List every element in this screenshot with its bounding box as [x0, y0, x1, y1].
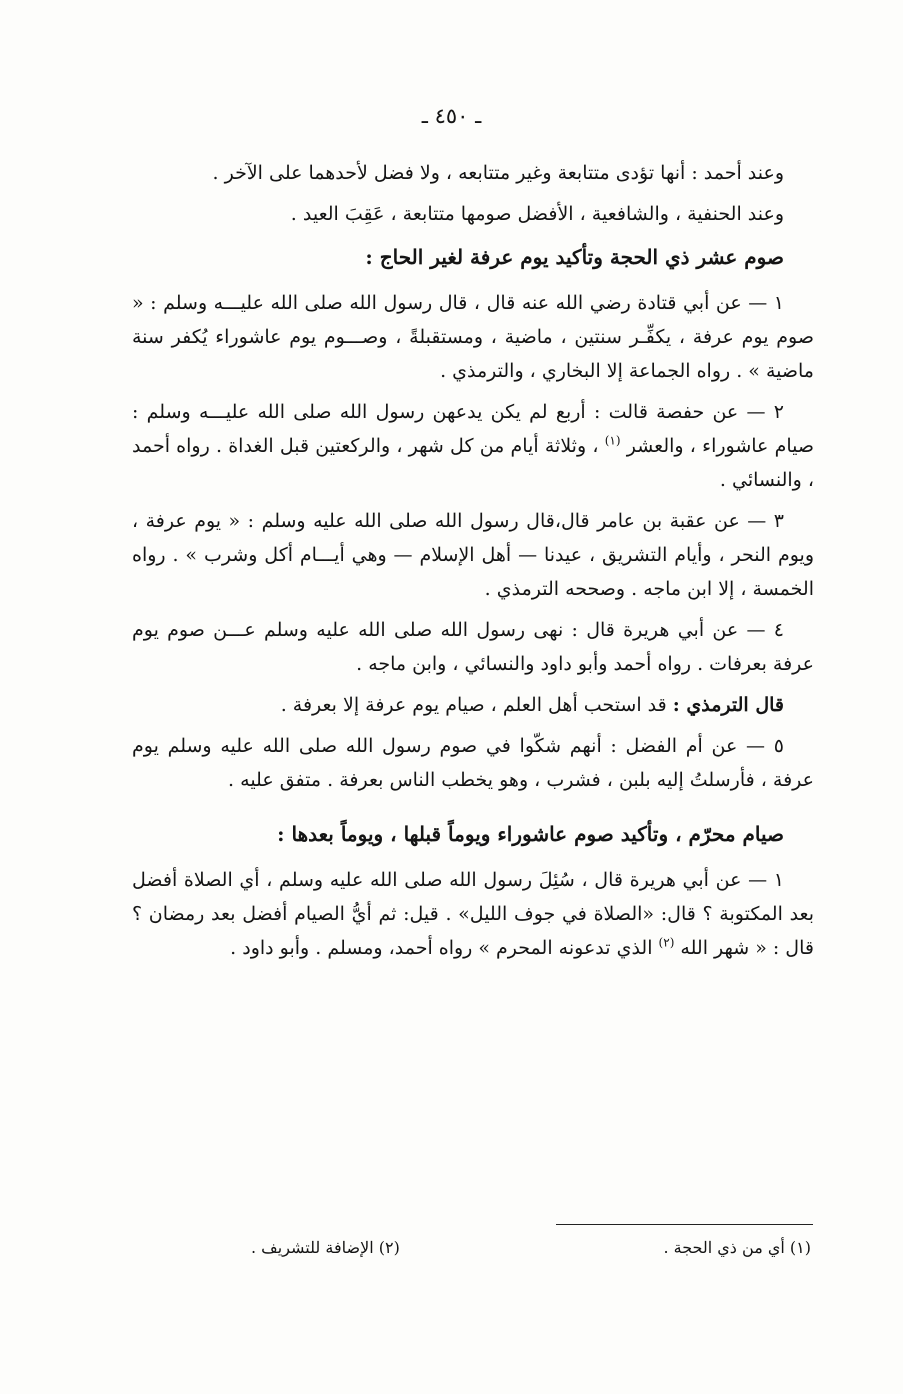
- page-body: [132, 156, 814, 972]
- hadith-4-abu-hurayra: ٤ — عن أبي هريرة قال : نهى رسول الله صلى الله عليه وسلم عـــن صوم يوم عرفة بعرفات . رواه أحمد وأبو داود والنسائي ، وابن ماجه .: [132, 619, 814, 675]
- section-heading-muharram: صيام محرّم ، وتأكيد صوم عاشوراء ويوماً قبلها ، ويوماً بعدها :: [277, 822, 784, 846]
- paragraph-ahmad-view: وعند أحمد : أنها تؤدى متتابعة وغير متتابعه ، ولا فضل لأحدهما على الآخر .: [212, 162, 784, 184]
- paragraph-hanafi-shafii-view: وعند الحنفية ، والشافعية ، الأفضل صومها متتابعة ، عَقِبَ العيد .: [290, 203, 784, 225]
- hadith-2-text-end: ، وثلاثة أيام من كل شهر ، والركعتين قبل الغداة . رواه أحمد ، والنسائي .: [132, 435, 814, 491]
- tirmidhi-comment: [132, 688, 814, 722]
- footnote-1: (١) أي من ذي الحجة .: [663, 1238, 811, 1257]
- footnotes: [251, 1238, 811, 1257]
- section-heading-dhul-hijjah: صوم عشر ذي الحجة وتأكيد يوم عرفة لغير الحاج :: [365, 245, 784, 269]
- tirmidhi-text: قد استحب أهل العلم ، صيام يوم عرفة إلا بعرفة .: [280, 694, 667, 716]
- hadith-2-text-start: ٢ — عن حفصة قالت : أربع لم يكن يدعهن رسول الله صلى الله عليـــه وسلم : صيام عاشوراء ، والعشر: [132, 401, 815, 457]
- footnote-ref-2: (٢): [658, 935, 675, 950]
- tirmidhi-label: قال الترمذي :: [672, 694, 784, 716]
- footnote-divider: [556, 1224, 813, 1225]
- hadith-2-hafsa: [132, 395, 814, 497]
- hadith-5-umm-al-fadl: ٥ — عن أم الفضل : أنهم شكّوا في صوم رسول الله صلى الله عليه وسلم يوم عرفة ، فأرسلتُ إليه بلبن ، فشرب ، وهو يخطب الناس بعرفة . متفق عليه .: [132, 735, 814, 791]
- hadith-muharram-abu-hurayra: [132, 863, 814, 965]
- footnote-2: (٢) الإضافة للتشريف .: [251, 1238, 400, 1257]
- hadith-muharram-text-end: الذي تدعونه المحرم » رواه أحمد، ومسلم . وأبو داود .: [230, 937, 653, 959]
- footnote-ref-1: (١): [604, 433, 621, 448]
- page-number: ـ ٤٥٠ ـ: [421, 104, 482, 128]
- hadith-3-uqba: ٣ — عن عقبة بن عامر قال،قال رسول الله صلى الله عليه وسلم : « يوم عرفة ، ويوم النحر ، وأيام التشريق ، عيدنا — أهل الإسلام — وهي أيـــام أكل وشرب » . رواه الخمسة ، إلا ابن ماجه . وصححه الترمذي .: [132, 510, 814, 600]
- hadith-1-abu-qatada: ١ — عن أبي قتادة رضي الله عنه قال ، قال رسول الله صلى الله عليـــه وسلم : « صوم يوم عرفة ، يكفِّـر سنتين ، ماضية ، ومستقبلةً ، وصـــوم يوم عاشوراء يُكفر سنة ماضية » . رواه الجماعة إلا البخاري ، والترمذي .: [132, 292, 814, 382]
- hadith-muharram-text-start: ١ — عن أبي هريرة قال ، سُئِلَ رسول الله صلى الله عليه وسلم ، أي الصلاة أفضل بعد المكتوبة ؟ قال: «الصلاة في جوف الليل» . قيل: ثم أيُّ الصيام أفضل بعد رمضان ؟ قال : « شهر الله: [132, 869, 814, 959]
